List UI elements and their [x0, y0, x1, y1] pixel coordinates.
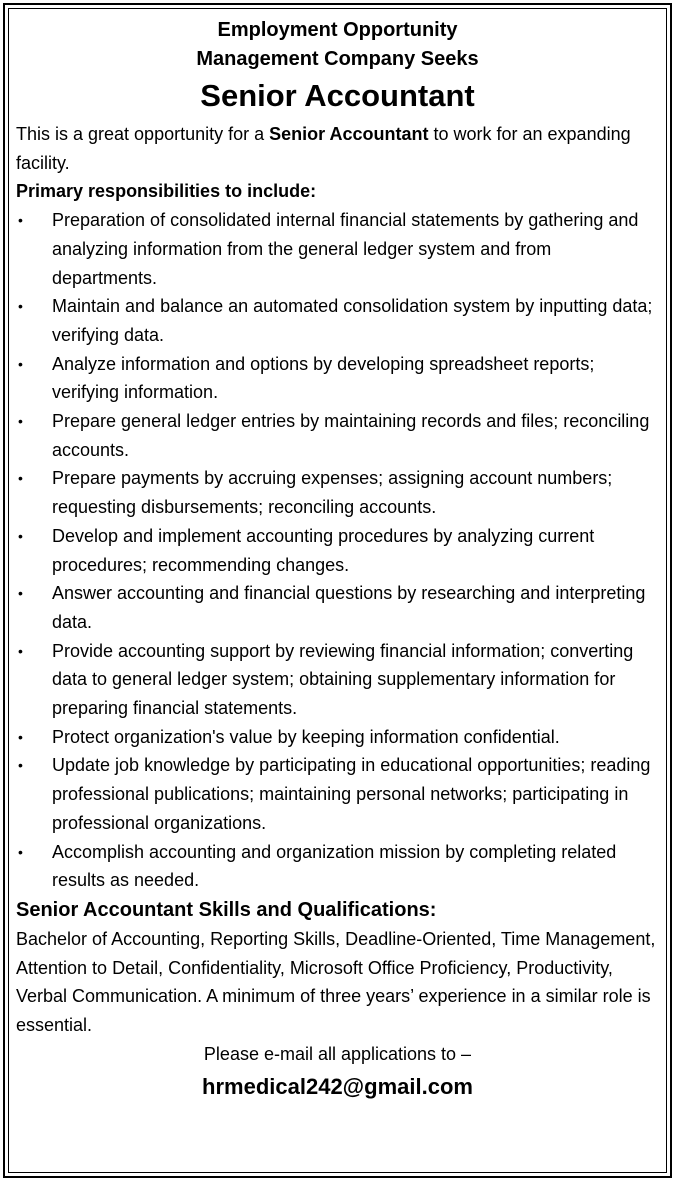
responsibility-item	[16, 292, 659, 349]
responsibility-text: Protect organization's value by keeping information confidential.	[52, 726, 560, 747]
responsibility-item	[16, 579, 659, 636]
responsibilities-list	[16, 206, 659, 895]
skills-paragraph: Bachelor of Accounting, Reporting Skills, Deadline-Oriented, Time Management, Attention to Detail, Confidentiality, Microsoft Office Proficiency, Productivity, Verbal Communication. A minimum of three years’ experience in a similar role is essential.	[16, 928, 656, 1036]
ad-header	[16, 16, 659, 119]
responsibility-text: Analyze information and options by developing spreadsheet reports; verifying information.	[52, 353, 595, 403]
responsibility-item	[16, 522, 659, 579]
bullet-icon: •	[18, 355, 23, 372]
bullet-icon: •	[18, 642, 23, 659]
responsibility-text: Develop and implement accounting procedures by analyzing current procedures; recommending changes.	[52, 525, 595, 575]
bullet-icon: •	[18, 298, 23, 315]
intro-paragraph	[16, 120, 659, 177]
header-line-1: Employment Opportunity	[217, 19, 458, 41]
bullet-icon: •	[18, 728, 23, 745]
job-ad	[16, 16, 659, 1104]
responsibility-item	[16, 751, 659, 837]
bullet-icon: •	[18, 585, 23, 602]
job-title: Senior Accountant	[200, 78, 475, 113]
contact-email[interactable]: hrmedical242@gmail.com	[202, 1073, 473, 1099]
responsibility-text: Accomplish accounting and organization mission by completing related results as needed.	[52, 841, 617, 891]
responsibility-text: Provide accounting support by reviewing financial information; converting data to general ledger system; obtaining supplementary information for preparing financial statements.	[52, 640, 634, 719]
responsibility-item	[16, 464, 659, 521]
bullet-icon: •	[18, 212, 23, 229]
intro-bold: Senior Accountant	[269, 124, 429, 144]
intro-after: to work for an expanding facility.	[16, 124, 631, 173]
bullet-icon: •	[18, 413, 23, 430]
bullet-icon: •	[18, 843, 23, 860]
responsibility-text: Update job knowledge by participating in educational opportunities; reading professional publications; maintaining personal networks; participating in professional organizations.	[52, 755, 651, 833]
responsibility-text: Prepare general ledger entries by maintaining records and files; reconciling accounts.	[52, 411, 650, 460]
responsibility-item	[16, 838, 659, 895]
bullet-icon: •	[18, 527, 23, 544]
responsibility-item	[16, 206, 659, 292]
responsibility-item	[16, 637, 659, 723]
responsibility-text: Maintain and balance an automated consolidation system by inputting data; verifying data.	[52, 296, 653, 345]
apply-instruction: Please e-mail all applications to –	[203, 1043, 472, 1064]
responsibility-item	[16, 350, 659, 407]
bullet-icon: •	[18, 757, 23, 774]
bullet-icon: •	[18, 470, 23, 487]
responsibility-text: Prepare payments by accruing expenses; assigning account numbers; requesting disbursements; reconciling accounts.	[52, 468, 613, 518]
skills-heading: Senior Accountant Skills and Qualifications:	[16, 898, 437, 921]
intro-before: This is a great opportunity for a	[16, 124, 270, 144]
header-line-2: Management Company Seeks	[196, 48, 479, 70]
responsibility-item	[16, 407, 659, 464]
responsibility-text: Answer accounting and financial questions by researching and interpreting data.	[52, 583, 646, 632]
responsibility-item	[16, 723, 659, 752]
responsibilities-heading: Primary responsibilities to include:	[16, 181, 317, 202]
responsibility-text: Preparation of consolidated internal financial statements by gathering and analyzing information from the general ledger system and from departments.	[52, 210, 639, 288]
